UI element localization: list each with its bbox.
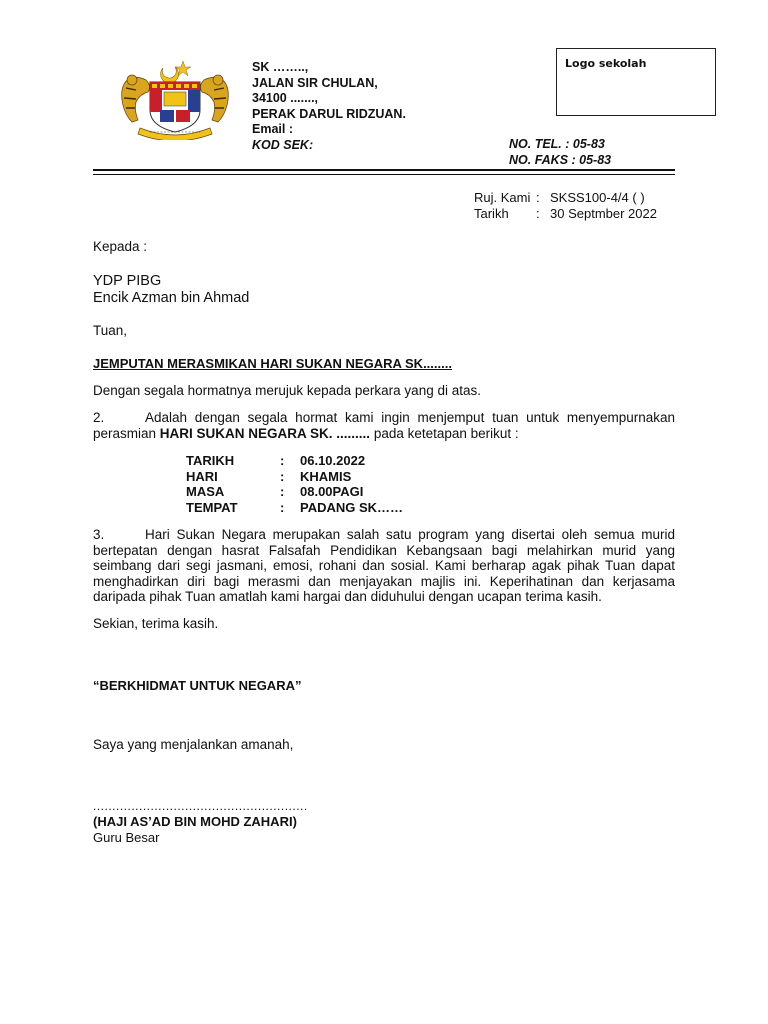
trust-line: Saya yang menjalankan amanah,	[93, 737, 294, 752]
colon: :	[536, 190, 540, 205]
schedule-row	[186, 500, 403, 516]
paragraph-2	[93, 410, 675, 441]
contact-numbers	[509, 137, 611, 168]
letter-subject: JEMPUTAN MERASMIKAN HARI SUKAN NEGARA SK........	[93, 356, 452, 371]
address-line: SK ……..,	[252, 60, 309, 74]
kod-sek-label: KOD SEK:	[252, 137, 314, 152]
recipient-name: Encik Azman bin Ahmad	[93, 290, 250, 306]
ruj-value: SKSS100-4/4 ( )	[550, 190, 645, 205]
colon: :	[280, 468, 285, 484]
header-rule-thick	[93, 169, 675, 171]
colon: :	[280, 499, 285, 515]
schedule-label: HARI	[186, 468, 218, 484]
recipient-title: YDP PIBG	[93, 273, 162, 289]
motto: “BERKHIDMAT UNTUK NEGARA”	[93, 678, 302, 693]
fax-line: NO. FAKS : 05-83	[509, 152, 612, 167]
signatory-role: Guru Besar	[93, 830, 160, 845]
schedule-row	[186, 453, 403, 469]
schedule-row	[186, 484, 403, 500]
logo-box-label: Logo sekolah	[565, 57, 647, 70]
schedule-value: 06.10.2022	[300, 453, 366, 468]
schedule-label: TARIKH	[186, 453, 235, 468]
paragraph-2-text: Adalah dengan segala hormat kami ingin menjemput tuan untuk menyempurnakan perasmian	[93, 410, 675, 441]
signature-line: ........................................................	[93, 799, 308, 813]
recipient-block	[93, 273, 249, 307]
signatory-name: (HAJI AS’AD BIN MOHD ZAHARI)	[93, 814, 297, 829]
paragraph-number: 3.	[93, 527, 105, 542]
tarikh-label: Tarikh	[474, 206, 509, 221]
paragraph-1: Dengan segala hormatnya merujuk kepada perkara yang di atas.	[93, 383, 481, 398]
schedule-value: PADANG SK……	[300, 499, 404, 515]
schedule-value: KHAMIS	[300, 468, 352, 484]
paragraph-number: 2.	[93, 410, 105, 425]
schedule-row	[186, 469, 403, 485]
salutation: Tuan,	[93, 323, 128, 338]
colon: :	[536, 206, 540, 221]
tel-line: NO. TEL. : 05-83	[509, 137, 605, 151]
schedule-label: TEMPAT	[186, 499, 238, 515]
colon: :	[280, 484, 285, 499]
address-line: JALAN SIR CHULAN,	[252, 75, 378, 90]
event-schedule	[186, 453, 403, 515]
address-line: Email :	[252, 122, 293, 136]
colon: :	[280, 453, 285, 468]
school-address	[252, 60, 406, 153]
ruj-label: Ruj. Kami	[474, 190, 531, 205]
paragraph-2-event: HARI SUKAN NEGARA SK. .........	[159, 425, 371, 441]
header-rule-thin	[93, 174, 675, 175]
address-line: 34100 .......,	[252, 91, 319, 105]
closing: Sekian, terima kasih.	[93, 616, 219, 631]
paragraph-3	[93, 527, 675, 605]
school-logo-placeholder	[556, 48, 716, 116]
kepada-label: Kepada :	[93, 239, 148, 254]
address-line: PERAK DARUL RIDZUAN.	[252, 106, 406, 121]
schedule-label: MASA	[186, 484, 225, 499]
paragraph-2-tail: pada ketetapan berikut :	[370, 425, 519, 441]
schedule-value: 08.00PAGI	[300, 484, 364, 499]
coat-of-arms-icon	[110, 58, 240, 140]
reference-block	[474, 190, 657, 222]
tarikh-value: 30 Septmber 2022	[550, 206, 657, 221]
paragraph-3-text: Hari Sukan Negara merupakan salah satu program yang disertai oleh semua murid bertepatan dengan hasrat Falsafah Pendidikan Kebangsaan bagi melahirkan murid yang seimbang dari segi jasmani, emosi, rohani dan sosial. Kami berharap agak pihak Tuan dapat menghadirkan diri bagi merasmi dan menjayakan majlis ini. Keperihatinan dan kerjasama daripada pihak Tuan amatlah kami hargai dan diduhului dengan ucapan terima kasih.	[93, 527, 675, 604]
